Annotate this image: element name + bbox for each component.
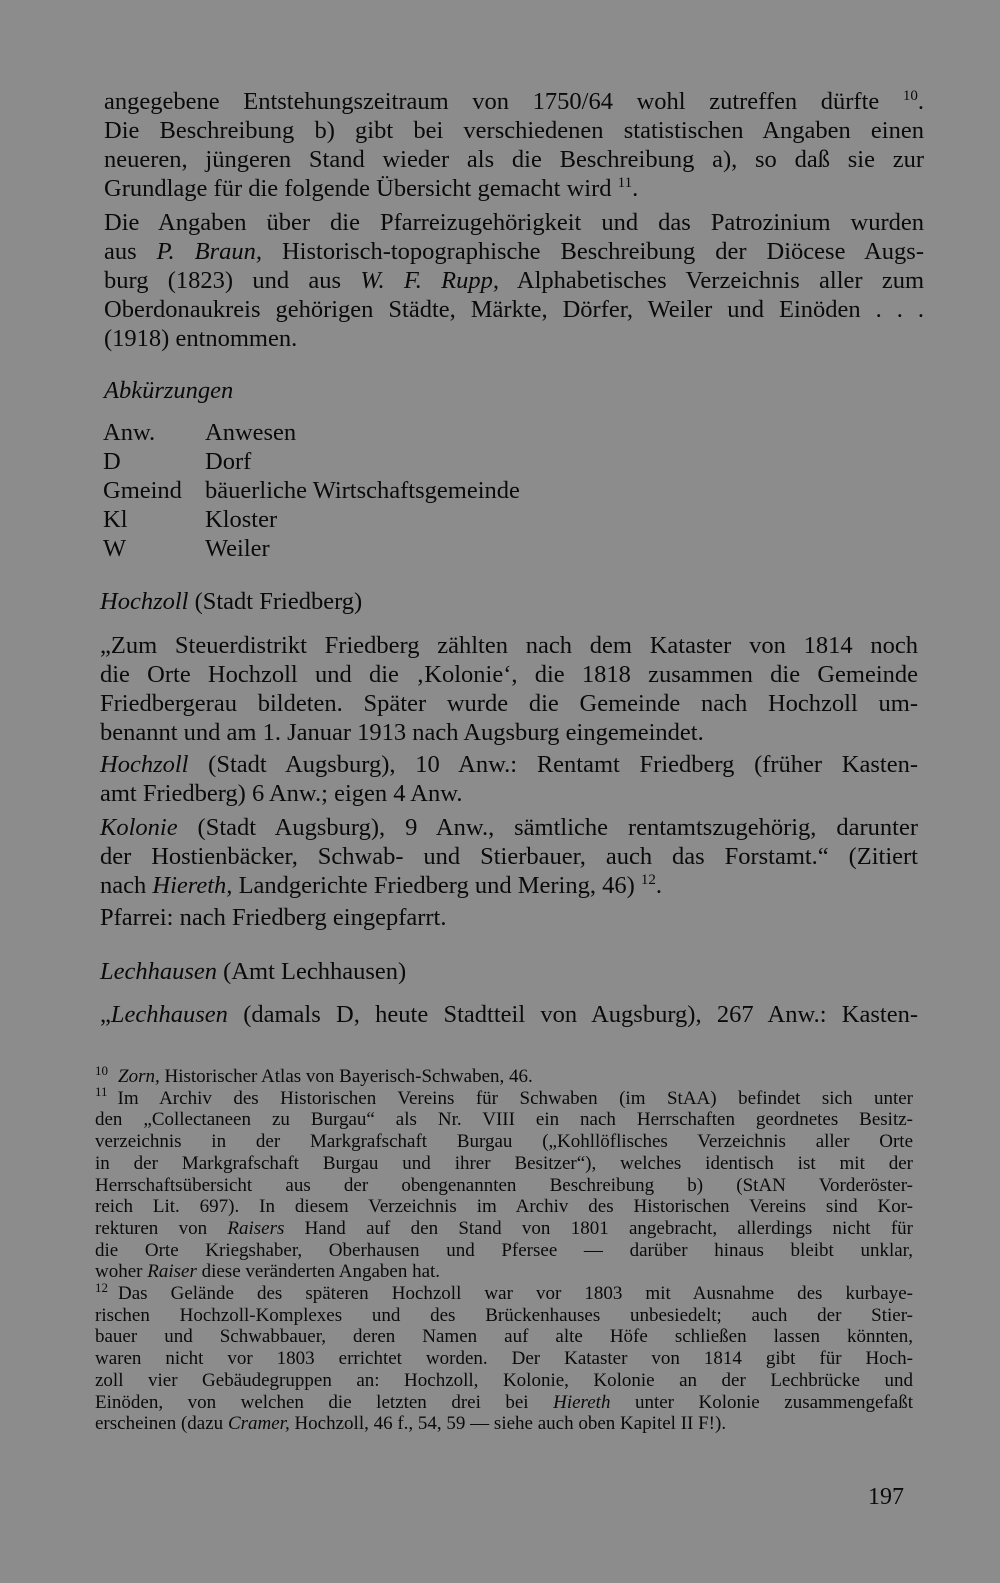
lechhausen-heading: Lechhausen (Amt Lechhausen) [100,958,407,985]
footnote-10: $^{10}$ Zorn, Historischer Atlas von Bayerisch-Schwaben, 46. [95,1062,533,1087]
footnotes: $^{10}$ Zorn, Historischer Atlas von Bayerisch-Schwaben, 46. $^{11}$ Im Archiv des Historischen Vereins für Schwaben (im StAA) befindet sich unter den „Collectaneen zu Burgau“ als Nr. VIII ein nach Herrschaften geordnetes Besitz- verzeichnis in der Markgrafschaft Burgau („Kohllöflisches Verzeichnis aller Orte in der Markgrafschaft Burgau und ihrer Besitzer“), welches identisch ist mit der Herrschaftsübersicht aus der obengenannten Beschreibung b) (StAN Vorderöster- reich Lit. 697). In diesem Verzeichnis im Archiv des Historischen Vereins sind Kor- rekturen von Raisers Hand auf den Stand von 1801 angebracht, allerdings nicht für die Orte Kriegshaber, Oberhausen und Pfersee — darüber hinaus bleibt unklar, woher Raiser diese veränderten Angaben hat. $^{12}$ Das Gelände des späteren Hochzoll war vor 1803 mit Ausnahme des kurbaye- rischen Hochzoll-Komplexes und des Brückenhauses unbesiedelt; auch der Stier- bauer und Schwabbauer, deren Namen auf alte Höfe schließen lassen könnten, waren nicht vor 1803 errichtet worden. Der Kataster von 1814 gibt für Hoch- zoll vier Gebäudegruppen an: Hochzoll, Kolonie, Kolonie an der Lechbrücke und Einöden, von welchen die letzten drei bei Hiereth unter Kolonie zusammengefaßt erscheinen (dazu Cramer, Hochzoll, 46 f., 54, 59 — siehe auch oben Kapitel II F!). [95,1062,913,1435]
kolonie-paragraph: Kolonie (Stadt Augsburg), 9 Anw., sämtliche rentamtszugehörig, darunter der Hostienbäcker, Schwab- und Stierbauer, auch das Forstamt.“ (Zitiert nach Hiereth, Landgerichte Friedberg und Mering, 46) $^{12}$. [100,814,918,899]
intro-paragraph-2: Die Angaben über die Pfarreizugehörigkeit und das Patrozinium wurden aus P. Braun, Historisch-topographische Beschreibung der Diöcese Augs- burg (1823) und aus W. F. Rupp, Alphabetisches Verzeichnis aller zum Oberdonaukreis gehörigen Städte, Märkte, Dörfer, Weiler und Einöden . . . (1918) entnommen. [104,209,924,352]
pfarrei-paragraph: Pfarrei: nach Friedberg eingepfarrt. [100,904,447,931]
hochzoll-heading: Hochzoll (Stadt Friedberg) [100,588,363,615]
footnote-12: $^{12}$ Das Gelände des späteren Hochzoll war vor 1803 mit Ausnahme des kurbaye- [95,1279,913,1305]
abbreviations-list [103,418,520,563]
author-name: P. Braun, [156,238,262,265]
author-name: W. F. Rupp, [360,267,499,294]
footnote-ref-12: 12 [640,871,656,888]
footnote-ref-11: 11 [617,174,633,191]
footnote-ref-10: 10 [902,87,918,104]
abbreviations-heading: Abkürzungen [104,377,234,404]
page-number: 197 [868,1484,904,1510]
intro-paragraph-1: angegebene Entstehungszeitraum von 1750/64 wohl zutreffen dürfte $^{10}$. Die Beschreibung b) gibt bei verschiedenen statistischen Angaben einen neueren, jüngeren Stand wieder als die Beschreibung a), so daß sie zur Grundlage für die folgende Übersicht gemacht wird $^{11}$. [104,87,924,202]
hochzoll-paragraph-2: Hochzoll (Stadt Augsburg), 10 Anw.: Rentamt Friedberg (früher Kasten- amt Friedberg) 6 Anw.; eigen 4 Anw. [100,751,918,807]
abbreviation-row: W Weiler [103,535,270,562]
abbreviation-row: Gmeind bäuerliche Wirtschaftsgemeinde [103,477,520,504]
abbreviation-row: Kl Kloster [103,506,278,533]
abbreviation-row: D Dorf [103,448,252,475]
lechhausen-paragraph: „Lechhausen (damals D, heute Stadtteil von Augsburg), 267 Anw.: Kasten- [100,1001,918,1028]
hochzoll-paragraph-1: „Zum Steuerdistrikt Friedberg zählten nach dem Kataster von 1814 noch die Orte Hochzoll und die ‚Kolonie‘, die 1818 zusammen die Gemeinde Friedbergerau bildeten. Später wurde die Gemeinde nach Hochzoll um- benannt und am 1. Januar 1913 nach Augsburg eingemeindet. [100,632,918,746]
footnote-11: $^{11}$ Im Archiv des Historischen Vereins für Schwaben (im StAA) befindet sich unter [95,1084,913,1109]
abbreviation-row: Anw. Anwesen [103,419,297,446]
